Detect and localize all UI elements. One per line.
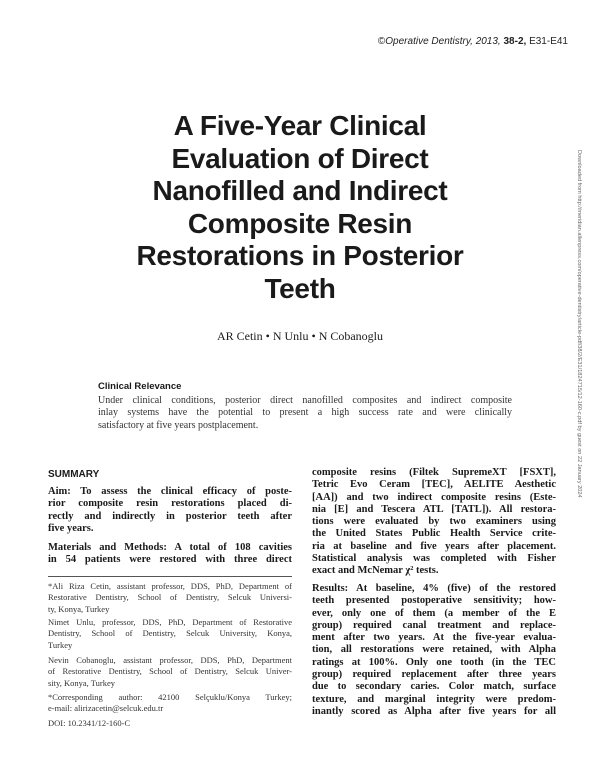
text-line: Dentistry, School of Dentistry, Selcuk University, Konya,: [48, 628, 292, 639]
text-line: inlay systems have the potential to present a high success rate and were clinically: [98, 407, 512, 419]
text-line: rior composite resin restorations placed di-: [48, 498, 292, 510]
text-line: tions were evaluated by two examiners using: [312, 516, 556, 528]
download-watermark-text: Downloaded from http://meridian.allenpress.com/operative-dentistry/article-pdf/38/2/E31/1824715/12-160-c.pdf by guest on 22 January 2024: [576, 150, 582, 498]
text-line: tion, all restorations were retained, with Alpha: [312, 644, 556, 656]
text-line: the United States Public Health Service crite-: [312, 528, 556, 540]
title-line: Nanofilled and Indirect: [152, 175, 448, 206]
text-line: Nimet Unlu, professor, DDS, PhD, Department of Restorative: [48, 617, 292, 627]
text-line: *Corresponding author: 42100 Selçuklu/Konya Turkey;: [48, 692, 292, 702]
authors: AR Cetin • N Unlu • N Cobanoglu: [216, 329, 384, 343]
text-line: sity, Konya, Turkey: [48, 677, 115, 688]
text-line: in 54 patients were restored with three direct: [48, 554, 292, 566]
footnote-author-1: [48, 581, 292, 615]
text-line: Results: At baseline, 4% (five) of the restored: [312, 583, 556, 594]
text-line: composite resins (Filtek SupremeXT [FSXT],: [312, 467, 556, 478]
text-line: ratings at 100%. Only one tooth (in the TEC: [312, 656, 556, 668]
text-line: due to secondary caries. Color match, surface: [312, 681, 556, 693]
text-line: ty, Konya, Turkey: [48, 603, 110, 614]
copyright-symbol: ©: [377, 36, 386, 47]
title-line: A Five-Year Clinical: [173, 110, 427, 141]
title-line: Composite Resin: [187, 207, 413, 239]
summary-aim: [48, 486, 292, 535]
clinical-relevance-text: [98, 395, 512, 432]
text-line: Statistical analysis was completed with Fisher: [312, 553, 556, 565]
text-line: Tetric Evo Ceram [TEC], AELITE Aesthetic: [312, 479, 556, 491]
summary-results: [312, 583, 556, 718]
text-line: ever, only one of them (a member of the E: [312, 607, 556, 619]
journal-citation: [378, 36, 568, 47]
download-watermark: [576, 150, 590, 580]
clinical-relevance-heading: Clinical Relevance: [98, 381, 182, 392]
title-line: Teeth: [264, 272, 336, 304]
text-line: Turkey: [48, 639, 73, 650]
text-line: inantly scored as Alpha after five years for all: [312, 705, 556, 717]
text-line: teeth presented postoperative sensitivity; how-: [312, 595, 556, 607]
text-line: satisfactory at five years postplacement.: [98, 419, 259, 431]
title-line: Restorations in Posterior: [136, 240, 464, 271]
text-line: e-mail: alirizacetin@selcuk.edu.tr: [48, 703, 164, 714]
article-title: [60, 110, 540, 305]
journal-pages: E31-E41: [529, 36, 568, 47]
footnote-author-2: [48, 617, 292, 651]
journal-volume: 38-2,: [503, 36, 527, 47]
text-line: Materials and Methods: A total of 108 cavities: [48, 542, 292, 553]
footnote-author-3: [48, 655, 292, 689]
text-line: *Ali Riza Cetin, assistant professor, DDS, PhD, Department of: [48, 581, 292, 591]
footnote-corresponding: [48, 692, 292, 715]
text-line: [AA]) and two indirect composite resins (Este-: [312, 491, 556, 503]
summary-methods-continued: [312, 467, 556, 578]
text-line: ria at baseline and five years after placement.: [312, 540, 556, 552]
text-line: Nevin Cobanoglu, assistant professor, DDS, PhD, Department: [48, 655, 292, 665]
footnote-divider: [48, 576, 292, 577]
summary-heading: SUMMARY: [48, 469, 100, 480]
text-line: rectly and indirectly in posterior teeth after: [48, 510, 292, 522]
text-line: nia [E] and Tescera ATL [TATL]). All restora-: [312, 503, 556, 515]
text-line: Under clinical conditions, posterior direct nanofilled composites and indirect composite: [98, 395, 512, 406]
text-line: group) required replacement after three years: [312, 669, 556, 681]
journal-name: Operative Dentistry,: [385, 36, 473, 47]
text-line: group) required canal treatment and replace-: [312, 619, 556, 631]
text-line: Aim: To assess the clinical efficacy of poste-: [48, 486, 292, 497]
text-line: ment after two years. At the five-year evalua-: [312, 632, 556, 644]
doi[interactable]: DOI: 10.2341/12-160-C: [48, 718, 131, 728]
title-line: Evaluation of Direct: [171, 142, 429, 174]
journal-year: 2013,: [475, 36, 501, 47]
text-line: texture, and marginal integrity were predom-: [312, 693, 556, 705]
text-line: five years.: [48, 522, 94, 534]
text-line: exact and McNemar χ² tests.: [312, 565, 439, 577]
text-line: of Restorative Dentistry, School of Dentistry, Selcuk Univer-: [48, 666, 292, 677]
summary-methods: [48, 542, 292, 567]
text-line: Restorative Dentistry, School of Dentistry, Selcuk Universi-: [48, 592, 292, 603]
